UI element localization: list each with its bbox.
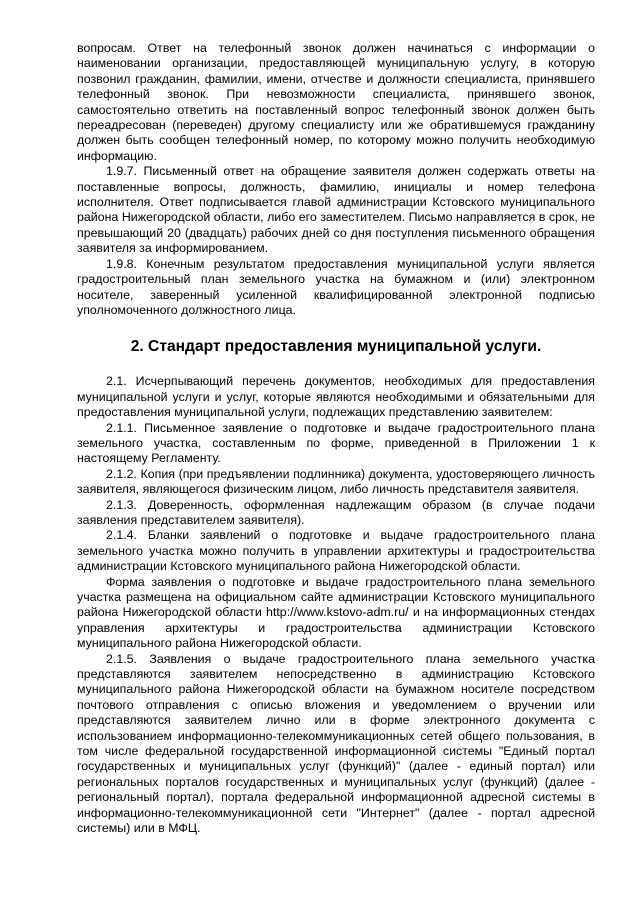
paragraph-2-1-1: 2.1.1. Письменное заявление о подготовке и выдаче градостроительного плана земельного участка, составленным по форме, приведенной в Приложении 1 к настоящему Регламенту. [77, 420, 595, 466]
paragraph-2-1-4: 2.1.4. Бланки заявлений о подготовке и выдаче градостроительного плана земельного участка можно получить в управлении архитектуры и градостроительства администрации Кстовского муниципального района Нижегородской области. [77, 528, 595, 574]
paragraph-2-1-2: 2.1.2. Копия (при предъявлении подлинника) документа, удостоверяющего личность заявителя, являющегося физическим лицом, либо личность представителя заявителя. [77, 466, 595, 497]
paragraph-2-1-3: 2.1.3. Доверенность, оформленная надлежащим образом (в случае подачи заявления представителем заявителя). [77, 497, 595, 527]
paragraph-2-1: 2.1. Исчерпывающий перечень документов, необходимых для предоставления муниципальной услуги и услуг, которые являются необходимыми и обязательными для предоставления муниципальной услуги, подлежащих представлению заявителем: [77, 374, 595, 420]
paragraph-1-9-7: 1.9.7. Письменный ответ на обращение заявителя должен содержать ответы на поставленные вопросы, должность, фамилию, инициалы и номер телефона исполнителя. Ответ подписывается главой администрации Кстовского муниципального района Нижегородской области, либо его заместителем. Письмо направляется в срок, не превышающий 20 (двадцать) рабочих дней со дня поступления письменного обращения заявителя за информированием. [77, 164, 595, 256]
paragraph-continuation: вопросам. Ответ на телефонный звонок должен начинаться с информации о наименовании организации, предоставляющей муниципальную услугу, в которую позвонил гражданин, фамилии, имени, отчестве и должности специалиста, принявшего телефонный звонок. При невозможности специалиста, принявшего звонок, самостоятельно ответить на поставленный вопрос телефонный звонок должен быть переадресован (переведен) другому специалисту или же обратившемуся гражданину должен быть сообщен телефонный номер, по которому можно получить необходимую информацию. [77, 41, 595, 163]
paragraph-form-location: Форма заявления о подготовке и выдаче градостроительного плана земельного участка размещена на официальном сайте администрации Кстовского муниципального района Нижегородской области http://www.kstovo-adm.ru/ и на информационных стендах управления архитектуры и градостроительства администрации Кстовского муниципального района Нижегородской области. [77, 574, 595, 651]
paragraph-1-9-8: 1.9.8. Конечным результатом предоставления муниципальной услуги является градостроительный план земельного участка на бумажном и (или) электронном носителе, заверенный усиленной квалифицированной электронной подписью уполномоченного должностного лица. [77, 256, 595, 317]
section-heading: 2. Стандарт предоставления муниципальной услуги. [130, 338, 542, 356]
paragraph-2-1-5: 2.1.5. Заявления о выдаче градостроительного плана земельного участка представляются заявителем непосредственно в администрацию Кстовского муниципального района Нижегородской области на бумажном носителе посредством почтового отправления с описью вложения и уведомлением о вручении или представляются заявителем лично или в форме электронного документа с использованием информационно-телекоммуникационных сетей общего пользования, в том числе федеральной государственной информационной системы "Единый портал государственных и муниципальных услуг (функций)" (далее - единый портал) или региональных порталов государственных и муниципальных услуг (функций) (далее - региональный портал), портала федеральной информационной адресной системы в информационно-телекоммуникационной сети "Интернет" (далее - портал адресной системы) или в МФЦ. [77, 651, 595, 836]
